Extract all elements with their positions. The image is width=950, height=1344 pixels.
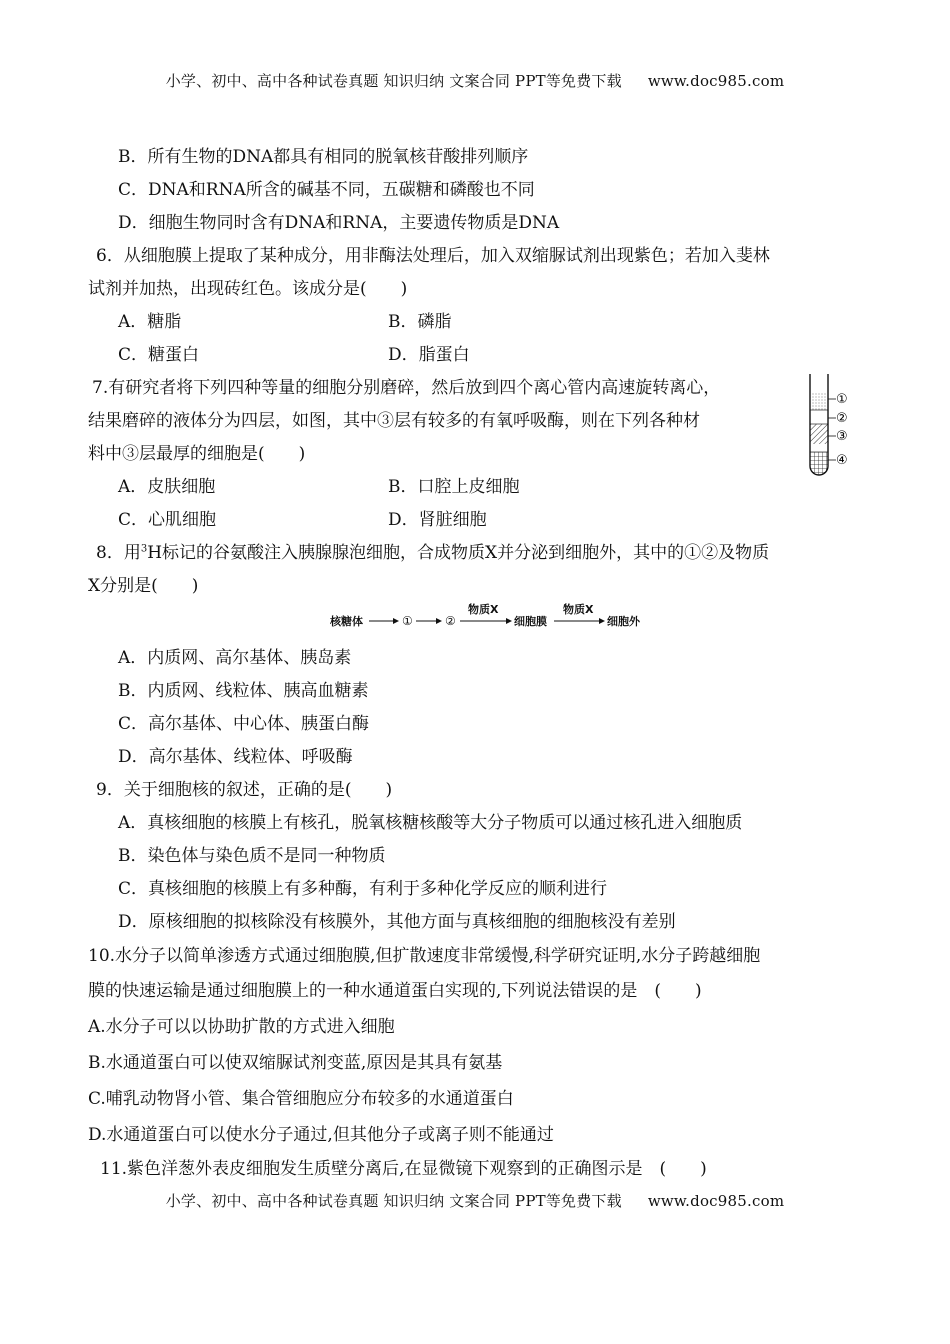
tube-label-2: ②: [836, 411, 848, 426]
q10-option-b: B.水通道蛋白可以使双缩脲试剂变蓝,原因是其具有氨基: [88, 1053, 503, 1073]
page-header: [0, 70, 950, 91]
flow-arrow-label-2: 物质X: [563, 603, 594, 616]
page-footer: [0, 1190, 950, 1211]
flow-arrow-label-1: 物质X: [468, 603, 499, 616]
flow-node-outside: 细胞外: [607, 615, 640, 628]
q9-option-a: A．真核细胞的核膜上有核孔，脱氧核糖核酸等大分子物质可以通过核孔进入细胞质: [118, 813, 743, 833]
q9-option-c: C．真核细胞的核膜上有多种酶，有利于多种化学反应的顺利进行: [118, 879, 608, 899]
q7-option-c: C．心肌细胞: [118, 510, 217, 530]
header-text: 小学、初中、高中各种试卷真题 知识归纳 文案合同 PPT等免费下载: [165, 72, 622, 90]
q8-stem-sup: 3: [140, 543, 148, 555]
q8-option-b: B．内质网、线粒体、胰高血糖素: [118, 681, 369, 701]
q8-stem-pre: 8．用: [96, 543, 141, 563]
q6-stem-line1: 6．从细胞膜上提取了某种成分，用非酶法处理后，加入双缩脲试剂出现紫色；若加入斐林: [96, 246, 770, 266]
tube-label-1: ①: [836, 392, 848, 407]
q7-option-d: D．肾脏细胞: [388, 510, 487, 530]
q8-stem-line1: [96, 542, 769, 564]
tube-label-4: ④: [836, 453, 848, 468]
flow-node-membrane: 细胞膜: [514, 615, 547, 628]
q6-option-c: C．糖蛋白: [118, 345, 200, 365]
footer-site: www.doc985.com: [647, 1192, 785, 1210]
q6-stem-line2: 试剂并加热，出现砖红色。该成分是( ): [88, 279, 408, 299]
q10-option-d: D.水通道蛋白可以使水分子通过,但其他分子或离子则不能通过: [88, 1125, 554, 1145]
q6-option-d: D．脂蛋白: [388, 345, 470, 365]
q10-stem-line1: 10.水分子以简单渗透方式通过细胞膜,但扩散速度非常缓慢,科学研究证明,水分子跨越细胞: [88, 946, 761, 966]
q7-stem-line3: 料中③层最厚的细胞是( ): [88, 444, 306, 464]
footer-text: 小学、初中、高中各种试卷真题 知识归纳 文案合同 PPT等免费下载: [165, 1192, 622, 1210]
q7-stem-line1: 7.有研究者将下列四种等量的细胞分别磨碎，然后放到四个离心管内高速旋转离心，: [92, 378, 721, 398]
centrifuge-tube-figure: [806, 372, 870, 482]
q10-option-c: C.哺乳动物肾小管、集合管细胞应分布较多的水通道蛋白: [88, 1089, 514, 1109]
secretion-flow-diagram: [328, 602, 658, 632]
flow-node-1: ①: [402, 614, 413, 628]
q8-option-c: C．高尔基体、中心体、胰蛋白酶: [118, 714, 370, 734]
q11-stem: 11.紫色洋葱外表皮细胞发生质壁分离后,在显微镜下观察到的正确图示是 ( ): [100, 1159, 707, 1179]
q6-option-a: A．糖脂: [118, 312, 182, 332]
q9-option-d: D．原核细胞的拟核除没有核膜外，其他方面与真核细胞的细胞核没有差别: [118, 912, 676, 932]
q9-stem: 9．关于细胞核的叙述，正确的是( ): [96, 780, 393, 800]
tube-label-3: ③: [836, 429, 848, 444]
q10-stem-line2: 膜的快速运输是通过细胞膜上的一种水通道蛋白实现的,下列说法错误的是 ( ): [88, 981, 702, 1001]
flow-node-2: ②: [445, 614, 456, 628]
q6-option-b: B．磷脂: [388, 312, 452, 332]
q7-stem-line2: 结果磨碎的液体分为四层，如图，其中③层有较多的有氧呼吸酶，则在下列各种材: [88, 411, 700, 431]
q5-option-b: B．所有生物的DNA都具有相同的脱氧核苷酸排列顺序: [118, 147, 529, 167]
q9-option-b: B．染色体与染色质不是同一种物质: [118, 846, 386, 866]
q8-stem-line2: X分别是( ): [88, 576, 199, 596]
q7-option-a: A．皮肤细胞: [118, 477, 216, 497]
q5-option-c: C．DNA和RNA所含的碱基不同，五碳糖和磷酸也不同: [118, 180, 535, 200]
flow-node-ribosome: 核糖体: [330, 615, 363, 628]
q5-option-d: D．细胞生物同时含有DNA和RNA，主要遗传物质是DNA: [118, 213, 560, 233]
q8-stem-post: H标记的谷氨酸注入胰腺腺泡细胞，合成物质X并分泌到细胞外，其中的①②及物质: [147, 543, 770, 563]
header-site: www.doc985.com: [647, 72, 785, 90]
q7-option-b: B．口腔上皮细胞: [388, 477, 520, 497]
q8-option-a: A．内质网、高尔基体、胰岛素: [118, 648, 352, 668]
q10-option-a: A.水分子可以以协助扩散的方式进入细胞: [88, 1017, 395, 1037]
q8-option-d: D．高尔基体、线粒体、呼吸酶: [118, 747, 353, 767]
